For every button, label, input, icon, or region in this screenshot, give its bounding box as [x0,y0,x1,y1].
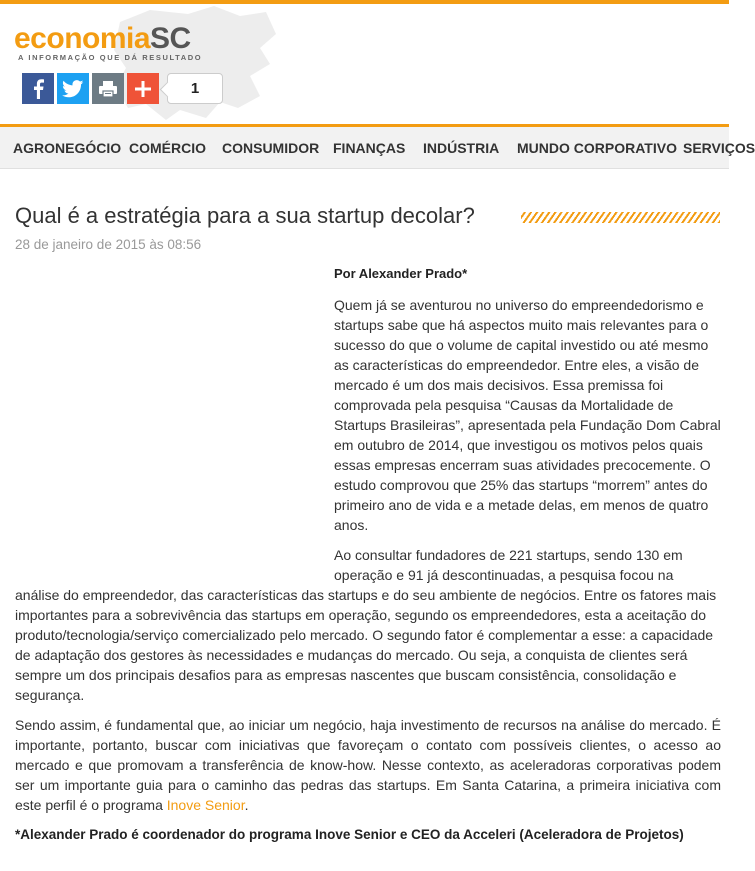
facebook-icon [31,79,45,99]
main-nav [0,124,755,169]
article-byline: Por Alexander Prado* [334,266,468,281]
facebook-share-button[interactable] [22,73,54,104]
nav-item-mundo-corporativo[interactable]: MUNDO CORPORATIVO [517,140,677,156]
paragraph-end: . [244,797,249,813]
nav-item-agronegocio[interactable]: AGRONEGÓCIO [13,140,122,156]
nav-item-financas[interactable]: FINANÇAS [333,140,406,156]
article-date: 28 de janeiro de 2015 às 08:56 [15,237,202,252]
article-paragraph: Quem já se aventurou no universo do empreendedorismo e startups sabe que há aspectos muito mais relevantes para o sucesso do que o volume de capital investido ou até mesmo as características do empreendedor. Entre eles, a visão de mercado é um dos mais decisivos. Essa premissa foi comprovada pela pesquisa “Causas da Mortalidade de Startups Brasileiras”, apresentada pela Fundação Dom Cabral em outubro de 2014, que investigou os motivos pelos quais essas empresas encerram suas atividades precocemente. O estudo comprovou que 25% das startups “morrem” antes do primeiro ano de vida e a metade delas, em menos de quatro anos. [334,297,721,533]
nav-item-industria[interactable]: INDÚSTRIA [423,140,500,156]
site-logo[interactable] [14,24,191,54]
title-stripe-decoration [521,212,720,223]
paragraph-text: Sendo assim, é fundamental que, ao iniciar um negócio, haja investimento de recursos na análise do mercado. É importante, portanto, buscar com iniciativas que favoreçam o contato com possíveis clientes, o acesso ao mercado e que promovam a transferência de know-how. Nesse contexto, as aceleradoras corporativas podem ser um importante guia para o caminho das pedras das startups. Em Santa Catarina, a primeira iniciativa com este perfil é o programa [15,717,721,813]
print-button[interactable] [92,73,124,104]
article-paragraph: análise do empreendedor, das características das startups e do seu ambiente de negócios. Entre os fatores mais importantes para a sobrevivência das startups em operação, segundo os empreendedores, esta a aceitação do produto/tecnologia/serviço comercializado pelo mercado. O segundo fator é complementar a esse: a capacidade de adaptação dos gestores às necessidades e mudanças do mercado. Ou seja, a conquista de clientes será sempre um dos principais desafios para as empresas nascentes que buscam consistência, consolidação e segurança. [15,587,717,703]
article-title-row [15,203,720,233]
share-bar [22,73,223,104]
logo-tagline: A INFORMAÇÃO QUE DÁ RESULTADO [18,53,203,62]
nav-item-servicos[interactable]: SERVIÇOS [683,140,755,156]
print-icon [98,80,118,98]
article-paragraph [15,715,721,815]
logo-economia-text: economia [14,22,151,55]
twitter-icon [62,80,84,98]
plus-icon [135,81,151,97]
nav-item-consumidor[interactable]: CONSUMIDOR [222,140,320,156]
article-paragraph: Ao consultar fundadores de 221 startups, sendo 130 em operação e 91 já descontinuadas, a pesquisa focou na [334,547,683,583]
more-share-button[interactable] [127,73,159,104]
share-count: 1 [167,73,223,104]
logo-sc-text: SC [150,22,191,55]
author-footnote: *Alexander Prado é coordenador do programa Inove Senior e CEO da Acceleri (Aceleradora de Projetos) [15,827,684,842]
nav-item-comercio[interactable]: COMÉRCIO [129,140,206,156]
article-title: Qual é a estratégia para a sua startup decolar? [15,203,475,228]
inove-senior-link[interactable]: Inove Senior [166,797,245,813]
twitter-share-button[interactable] [57,73,89,104]
